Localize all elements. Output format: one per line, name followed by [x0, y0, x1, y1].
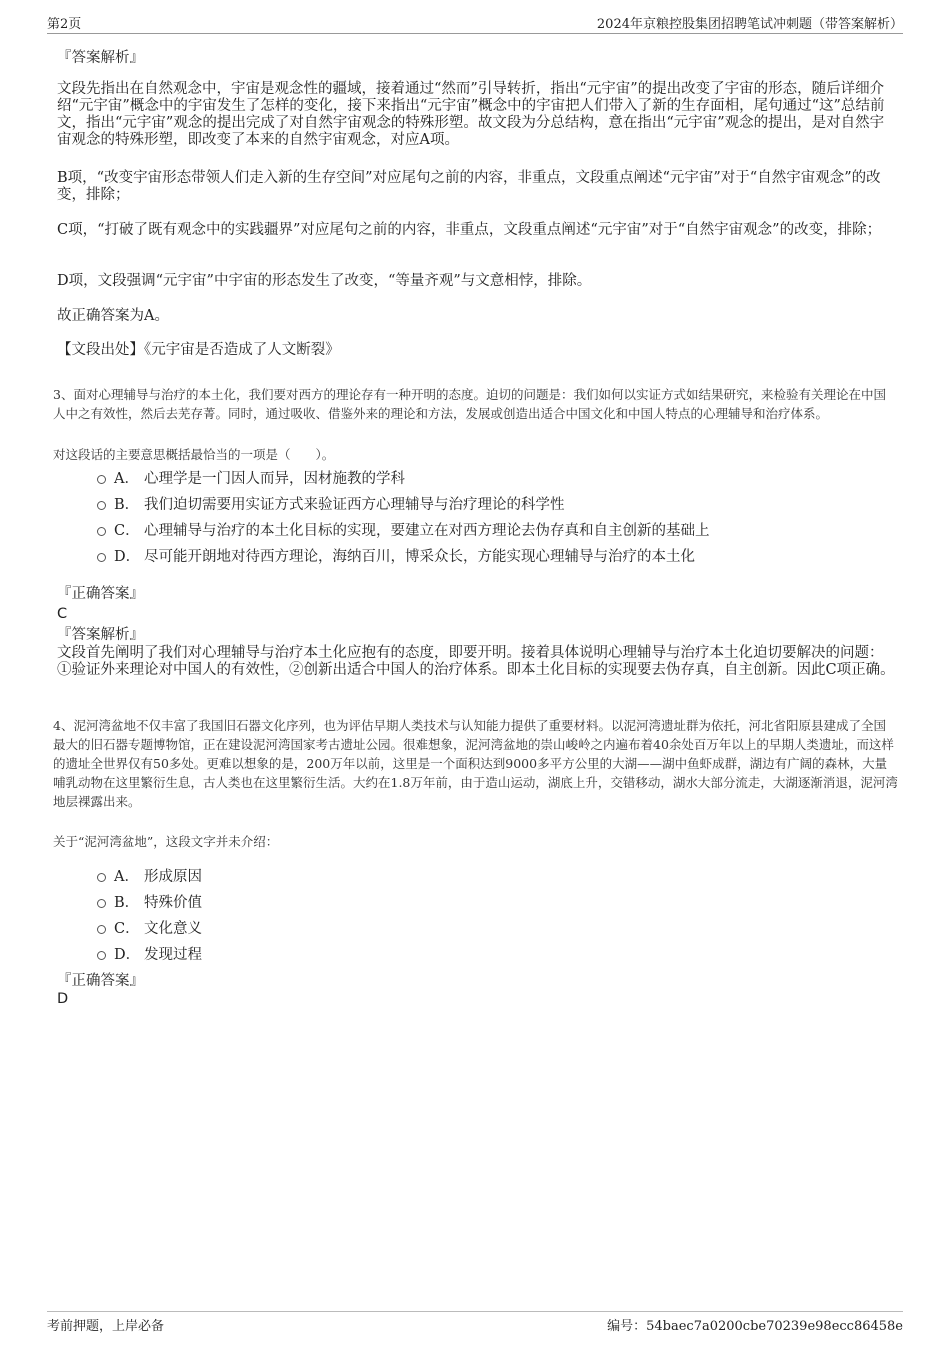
radio-icon[interactable]	[97, 527, 106, 536]
option-b[interactable]: B． 特殊价值	[97, 888, 202, 914]
option-b[interactable]: B． 我们迫切需要用实证方式来验证西方心理辅导与治疗理论的科学性	[97, 490, 710, 516]
analysis-text: B项，“改变宇宙形态带领人们走入新的生存空间”对应尾句之前的内容，非重点，文段重点阐述“元宇宙”对于“自然宇宙观念”的改变，排除；	[57, 170, 881, 203]
page-footer	[47, 1311, 903, 1334]
option-a[interactable]: A． 形成原因	[97, 862, 202, 888]
question-4-prompt: 关于“泥河湾盆地”，这段文字并未介绍：	[53, 834, 279, 849]
question-4-stem: 4、泥河湾盆地不仅丰富了我国旧石器文化序列，也为评估早期人类技术与认知能力提供了重要材料。以泥河湾遗址群为依托，河北省阳原县建成了全国最大的旧石器专题博物馆，正在建设泥河湾国家考古遗址公园。很难想象，泥河湾盆地的崇山峻岭之内遍布着40余处百万年以上的早期人类遗址，而这样的遗址全世界仅有50多处。更难以想象的是，200万年以前，这里是一个面积达到9000多平方公里的大湖——湖中鱼虾成群，湖边有广阔的森林，大量哺乳动物在这里繁衍生息，古人类也在这里繁衍生活。大约在1.8万年前，由于造山运动，湖底上升，交错移动，湖水大部分流走，大湖逐渐消退，泥河湾地层裸露出来。	[53, 718, 898, 809]
analysis-label: 『答案解析』	[57, 627, 144, 643]
analysis-text: D项，文段强调“元宇宙”中宇宙的形态发生了改变，“等量齐观”与文意相悖，排除。	[57, 273, 592, 289]
answer-label: 『正确答案』	[57, 586, 144, 602]
page-number: 第2页	[47, 17, 82, 32]
analysis-text: 文段先指出在自然观念中，宇宙是观念性的疆域，接着通过“然而”引导转折，指出“元宇宙”的提出改变了宇宙的形态，随后详细介绍“元宇宙”概念中的宇宙发生了怎样的变化，接下来指出“元宇宙”概念中的宇宙把人们带入了新的生存面相，尾句通过“这”总结前文，指出“元宇宙”观念的提出完成了对自然宇宙观念的特殊形塑。故文段为分总结构，意在指出“元宇宙”观念的提出，是对自然宇宙观念的特殊形塑，即改变了本来的自然宇宙观念，对应A项。	[57, 81, 885, 148]
radio-icon[interactable]	[97, 553, 106, 562]
option-c[interactable]: C． 心理辅导与治疗的本土化目标的实现，要建立在对西方理论去伪存真和自主创新的基础上	[97, 516, 710, 542]
question-4-options	[97, 862, 202, 966]
option-a[interactable]: A． 心理学是一门因人而异，因材施教的学科	[97, 464, 710, 490]
document-code: 编号：54baec7a0200cbe70239e98ecc86458e	[607, 1319, 903, 1334]
radio-icon[interactable]	[97, 501, 106, 510]
question-3-prompt: 对这段话的主要意思概括最恰当的一项是（ ）。	[53, 447, 335, 462]
radio-icon[interactable]	[97, 475, 106, 484]
option-d[interactable]: D． 发现过程	[97, 940, 202, 966]
source-citation: 【文段出处】《元宇宙是否造成了人文断裂》	[57, 342, 340, 358]
analysis-paragraph	[57, 81, 897, 149]
question-3-analysis: 文段首先阐明了我们对心理辅导与治疗本土化应抱有的态度，即要开明。接着具体说明心理辅导与治疗本土化迫切要解决的问题：①验证外来理论对中国人的有效性，②创新出适合中国人的治疗体系。即本土化目标的实现要去伪存真，自主创新。因此C项正确。	[57, 645, 895, 678]
option-c[interactable]: C． 文化意义	[97, 914, 202, 940]
document-title: 2024年京粮控股集团招聘笔试冲刺题（带答案解析）	[596, 17, 903, 32]
radio-icon[interactable]	[97, 899, 106, 908]
radio-icon[interactable]	[97, 873, 106, 882]
radio-icon[interactable]	[97, 925, 106, 934]
correct-answer: D	[57, 991, 69, 1007]
option-c-explanation	[57, 222, 897, 239]
conclusion: 故正确答案为A。	[57, 308, 169, 324]
footer-slogan: 考前押题，上岸必备	[47, 1319, 165, 1334]
answer-label: 『正确答案』	[57, 973, 144, 989]
analysis-text: C项，“打破了既有观念中的实践疆界”对应尾句之前的内容，非重点，文段重点阐述“元宇宙”对于“自然宇宙观念”的改变，排除；	[57, 222, 882, 238]
question-3-options	[97, 464, 710, 568]
option-d[interactable]: D． 尽可能开朗地对待西方理论，海纳百川，博采众长，方能实现心理辅导与治疗的本土化	[97, 542, 710, 568]
question-3-stem: 3、面对心理辅导与治疗的本土化，我们要对西方的理论存有一种开明的态度。迫切的问题是：我们如何以实证方式如结果研究，来检验有关理论在中国人中之有效性，然后去芜存菁。同时，通过吸收、借鉴外来的理论和方法，发展或创造出适合中国文化和中国人特点的心理辅导和治疗体系。	[53, 387, 886, 421]
analysis-label: 『答案解析』	[57, 50, 144, 66]
page-header	[47, 13, 903, 34]
option-d-explanation	[57, 273, 897, 290]
radio-icon[interactable]	[97, 951, 106, 960]
option-b-explanation	[57, 170, 897, 204]
correct-answer: C	[57, 606, 68, 622]
